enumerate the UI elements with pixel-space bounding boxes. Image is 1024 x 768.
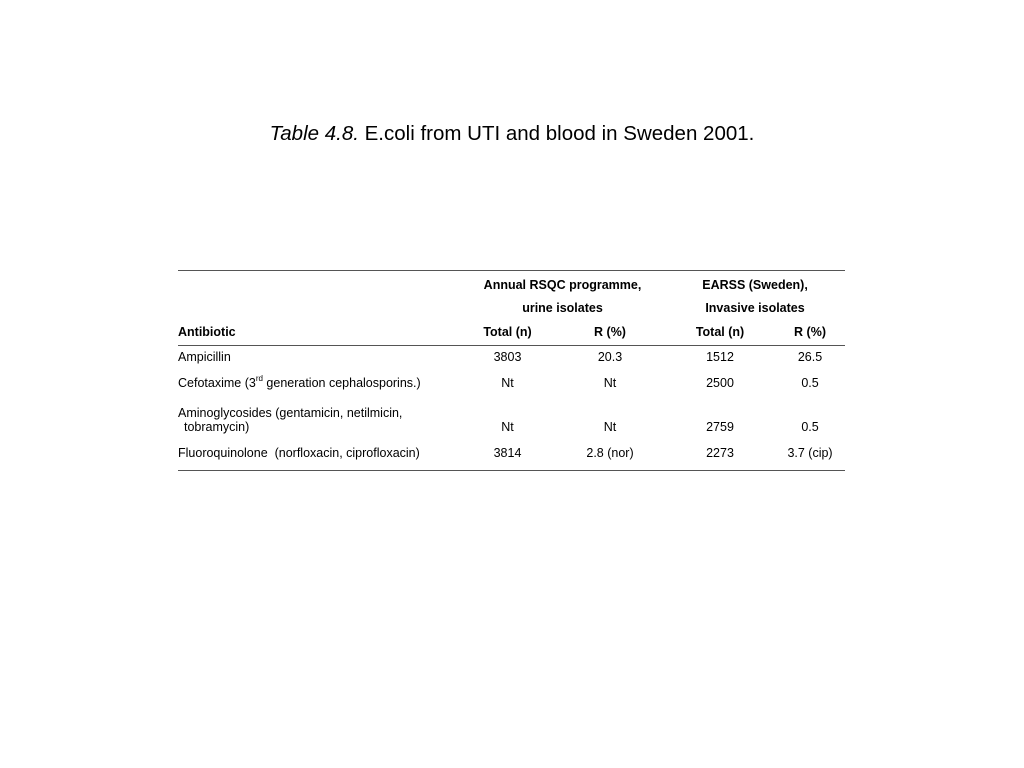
column-header-rsqc-total: Total (n) [460, 319, 555, 346]
table-number-label: Table 4.8. [269, 122, 359, 145]
column-header-antibiotic: Antibiotic [178, 319, 460, 346]
cell-text: 3.7 (cip) [787, 445, 833, 460]
column-header-rsqc-r: R (%) [555, 319, 665, 346]
cell-text [178, 373, 460, 394]
cell-earss-r [775, 394, 845, 438]
cell-text: Fluoroquinolone (norfloxacin, ciprofloxacin) [178, 445, 420, 460]
cell-rsqc-total [460, 346, 555, 369]
table-row [178, 368, 845, 394]
cell-text: 20.3 [597, 350, 623, 364]
antibiotic-line1: Aminoglycosides (gentamicin, netilmicin, [178, 406, 403, 420]
antibiotic-suffix: generation cephalosporins.) [262, 376, 421, 390]
cell-antibiotic [178, 346, 460, 369]
cell-rsqc-r [555, 346, 665, 369]
cell-text: Nt [501, 420, 514, 434]
cell-text: 3814 [493, 445, 522, 460]
column-header-earss-r: R (%) [775, 319, 845, 346]
cell-rsqc-r [555, 438, 665, 471]
table-row [178, 438, 845, 471]
header-earss-line2: Invasive isolates [705, 300, 805, 315]
cell-rsqc-total [460, 438, 555, 471]
cell-antibiotic [178, 438, 460, 471]
cell-earss-r [775, 368, 845, 394]
cell-antibiotic [178, 368, 460, 394]
cell-text: 0.5 [801, 376, 819, 390]
cell-rsqc-r [555, 368, 665, 394]
header-rsqc-line1: Annual RSQC programme, [460, 271, 665, 297]
cell-earss-r [775, 438, 845, 471]
header-rsqc-line2: urine isolates [522, 300, 603, 315]
header-empty-cell [178, 271, 460, 297]
cell-text: 2500 [706, 376, 734, 390]
table-body [178, 346, 845, 471]
cell-rsqc-r [555, 394, 665, 438]
cell-text: Nt [603, 376, 617, 390]
cell-text: 1512 [706, 350, 734, 364]
cell-earss-total [665, 394, 775, 438]
cell-text: 26.5 [797, 350, 823, 364]
header-row-group-line1 [178, 271, 845, 297]
column-header-earss-total: Total (n) [665, 319, 775, 346]
cell-text: Nt [603, 420, 617, 434]
cell-earss-total [665, 368, 775, 394]
cell-earss-total [665, 346, 775, 369]
table-header [178, 271, 845, 346]
cell-text [178, 406, 460, 438]
table-row [178, 394, 845, 438]
cell-rsqc-total [460, 368, 555, 394]
cell-antibiotic [178, 394, 460, 438]
table-caption: E.coli from UTI and blood in Sweden 2001. [364, 122, 755, 145]
cell-earss-r [775, 346, 845, 369]
resistance-table [178, 270, 845, 471]
header-empty-cell [178, 296, 460, 319]
header-earss-line1: EARSS (Sweden), [665, 271, 845, 297]
antibiotic-superscript: rd [255, 373, 263, 383]
cell-text: Nt [501, 376, 514, 390]
cell-text: 0.5 [801, 420, 819, 434]
table-row [178, 346, 845, 369]
table-title [0, 120, 1024, 148]
header-row-columns [178, 319, 845, 346]
cell-text: 2.8 (nor) [586, 445, 634, 460]
antibiotic-prefix: Cefotaxime (3 [178, 376, 256, 390]
cell-text: 3803 [493, 350, 522, 364]
cell-text: 2273 [706, 445, 734, 460]
antibiotic-line2: tobramycin) [184, 420, 250, 434]
header-row-group-line2 [178, 296, 845, 319]
resistance-table-container [178, 270, 845, 471]
cell-text: 2759 [706, 420, 734, 434]
cell-earss-total [665, 438, 775, 471]
cell-rsqc-total [460, 394, 555, 438]
cell-text: Ampicillin [178, 350, 231, 364]
